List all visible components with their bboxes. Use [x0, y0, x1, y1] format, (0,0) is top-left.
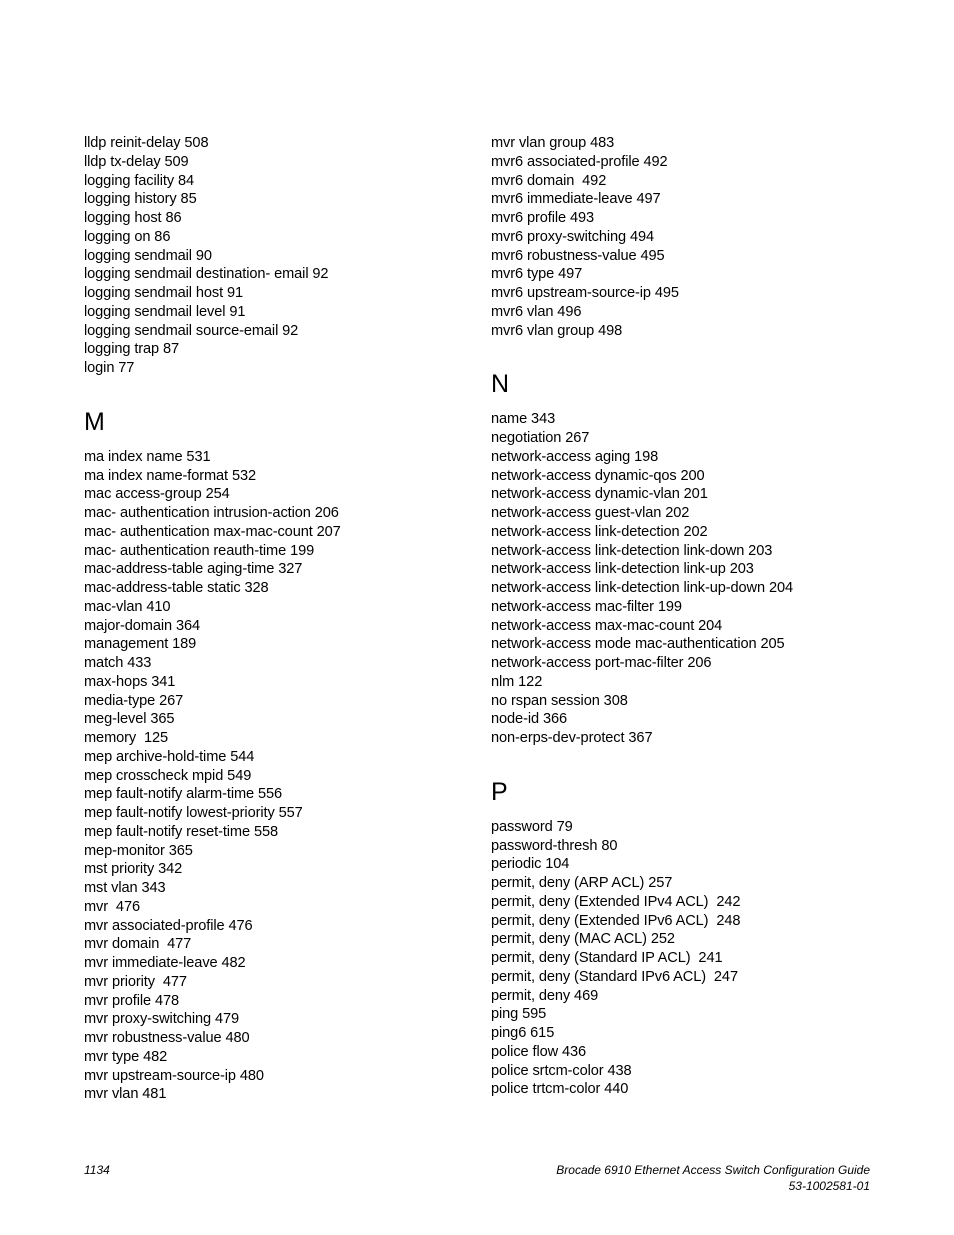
index-entry: mvr profile 478 [84, 992, 180, 1009]
index-entry: major-domain 364 [84, 617, 201, 634]
guide-title: Brocade 6910 Ethernet Access Switch Configuration Guide [556, 1163, 870, 1177]
index-entry: mep archive-hold-time 544 [84, 748, 255, 765]
index-entry: network-access dynamic-qos 200 [491, 467, 705, 484]
index-entry: password-thresh 80 [491, 837, 618, 854]
index-entry: ma index name-format 532 [84, 467, 256, 484]
index-entry: network-access link-detection link-up 203 [491, 561, 754, 578]
index-entry: mvr vlan 481 [84, 1086, 167, 1103]
index-entry: permit, deny (Extended IPv4 ACL) 242 [491, 893, 741, 910]
index-entry-list [491, 134, 891, 340]
index-entry: logging sendmail level 91 [84, 303, 246, 320]
index-entry: network-access mac-filter 199 [491, 598, 682, 615]
index-entry: periodic 104 [491, 856, 570, 873]
index-entry: mvr robustness-value 480 [84, 1030, 250, 1046]
index-entry: logging facility 84 [84, 172, 195, 189]
index-entry: mvr domain 477 [84, 936, 192, 953]
index-entry: network-access aging 198 [491, 448, 659, 465]
index-entry-list [491, 410, 891, 748]
index-entry: management 189 [84, 636, 197, 653]
index-entry: mep-monitor 365 [84, 842, 193, 859]
index-entry: password 79 [491, 818, 573, 835]
index-entry: logging trap 87 [84, 341, 180, 358]
index-entry: mvr immediate-leave 482 [84, 955, 246, 971]
index-entry: mvr proxy-switching 479 [84, 1011, 240, 1028]
index-entry: lldp tx-delay 509 [84, 153, 189, 170]
index-entry: permit, deny 469 [491, 987, 599, 1004]
index-entry: mvr6 vlan group 498 [491, 322, 623, 339]
index-entry: logging host 86 [84, 210, 182, 226]
index-entry-list [491, 818, 891, 1099]
index-entry: mvr upstream-source-ip 480 [84, 1067, 264, 1084]
index-entry: police trtcm-color 440 [491, 1081, 629, 1098]
index-entry: mst vlan 343 [84, 880, 166, 896]
index-entry: match 433 [84, 655, 152, 671]
index-entry: network-access port-mac-filter 206 [491, 655, 712, 671]
index-entry: login 77 [84, 360, 135, 376]
index-entry: mvr priority 477 [84, 973, 187, 990]
index-entry: mvr6 proxy-switching 494 [491, 228, 655, 245]
index-entry: network-access link-detection link-down 203 [491, 542, 773, 559]
index-entry: network-access mode mac-authentication 205 [491, 636, 785, 653]
index-entry: mep fault-notify alarm-time 556 [84, 786, 283, 803]
index-entry: no rspan session 308 [491, 692, 628, 709]
index-entry: mep fault-notify reset-time 558 [84, 823, 279, 840]
index-entry: mac- authentication max-mac-count 207 [84, 523, 341, 540]
index-entry: ma index name 531 [84, 448, 211, 465]
index-entry: mvr6 type 497 [491, 266, 583, 283]
index-entry-list [84, 134, 474, 378]
index-entry: mvr associated-profile 476 [84, 917, 253, 934]
index-entry: mvr6 vlan 496 [491, 303, 582, 320]
index-entry: mvr vlan group 483 [491, 135, 615, 151]
index-entry: mac- authentication reauth-time 199 [84, 542, 315, 559]
index-entry: police flow 436 [491, 1043, 587, 1060]
page-number: 1134 [84, 1163, 110, 1177]
index-entry: memory 125 [84, 730, 169, 746]
index-entry: logging on 86 [84, 228, 171, 245]
document-number: 53-1002581-01 [788, 1179, 870, 1193]
index-entry: network-access guest-vlan 202 [491, 505, 690, 521]
index-entry: max-hops 341 [84, 673, 176, 690]
index-entry: mac-vlan 410 [84, 598, 171, 615]
index-entry: mep fault-notify lowest-priority 557 [84, 805, 303, 821]
index-entry: lldp reinit-delay 508 [84, 135, 209, 151]
index-entry: mvr6 robustness-value 495 [491, 247, 665, 264]
index-entry: network-access max-mac-count 204 [491, 617, 723, 634]
index-entry: logging sendmail host 91 [84, 285, 244, 301]
index-entry: logging history 85 [84, 191, 197, 208]
index-entry: mvr6 profile 493 [491, 210, 595, 226]
index-entry: logging sendmail 90 [84, 247, 212, 264]
index-entry: node-id 366 [491, 711, 567, 728]
section-letter-m: M [84, 407, 105, 436]
index-column-left [84, 134, 474, 1104]
index-entry: mvr 476 [84, 898, 140, 915]
section-letter-p: P [491, 777, 508, 806]
index-entry: mvr6 upstream-source-ip 495 [491, 285, 679, 301]
index-entry: mst priority 342 [84, 861, 183, 878]
index-entry: mac-address-table static 328 [84, 580, 269, 596]
index-entry: mvr type 482 [84, 1048, 168, 1065]
index-entry: network-access link-detection 202 [491, 523, 708, 540]
index-entry: non-erps-dev-protect 367 [491, 730, 653, 746]
index-entry: permit, deny (ARP ACL) 257 [491, 875, 673, 891]
index-entry: permit, deny (Standard IP ACL) 241 [491, 950, 723, 966]
index-entry: mvr6 domain 492 [491, 172, 607, 189]
footer-document-info [556, 1162, 870, 1194]
index-entry: media-type 267 [84, 692, 184, 709]
index-entry: permit, deny (MAC ACL) 252 [491, 931, 675, 948]
index-entry: permit, deny (Standard IPv6 ACL) 247 [491, 968, 738, 985]
index-entry: police srtcm-color 438 [491, 1062, 632, 1079]
index-entry: mep crosscheck mpid 549 [84, 767, 252, 784]
index-entry: network-access link-detection link-up-down 204 [491, 580, 794, 596]
index-entry: meg-level 365 [84, 711, 175, 728]
index-entry: mac- authentication intrusion-action 206 [84, 505, 339, 521]
section-letter-n: N [491, 370, 510, 399]
index-entry: name 343 [491, 411, 556, 428]
index-entry: permit, deny (Extended IPv6 ACL) 248 [491, 912, 741, 929]
index-entry: ping6 615 [491, 1025, 555, 1041]
index-entry: network-access dynamic-vlan 201 [491, 486, 708, 503]
index-entry: mac-address-table aging-time 327 [84, 561, 303, 578]
index-entry: logging sendmail destination- email 92 [84, 266, 329, 283]
index-entry: mvr6 associated-profile 492 [491, 153, 668, 170]
index-entry: negotiation 267 [491, 430, 590, 446]
index-entry: ping 595 [491, 1006, 547, 1023]
index-entry: mvr6 immediate-leave 497 [491, 191, 661, 208]
index-column-right [491, 134, 891, 1099]
index-entry-list [84, 448, 474, 1104]
index-entry: mac access-group 254 [84, 486, 230, 503]
index-entry: nlm 122 [491, 673, 543, 690]
index-entry: logging sendmail source-email 92 [84, 322, 299, 339]
